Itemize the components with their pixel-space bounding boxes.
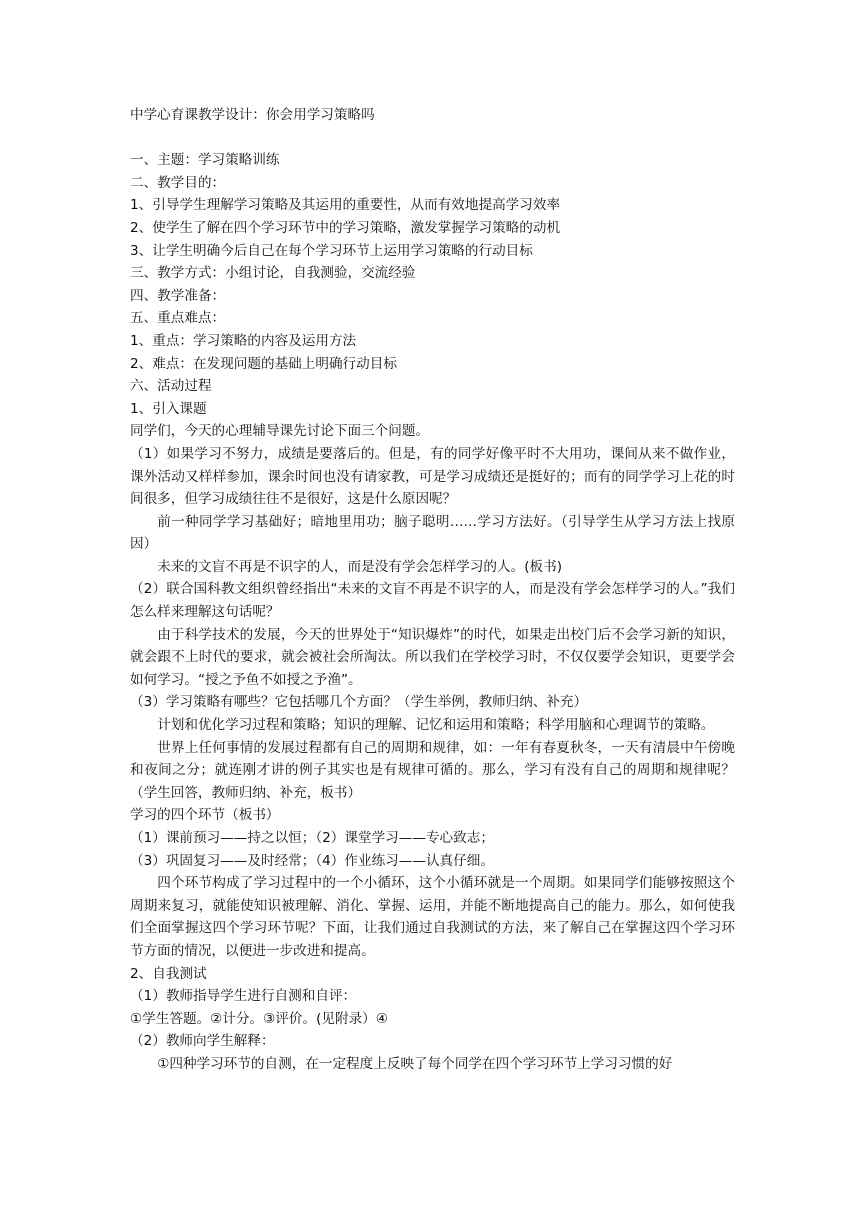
question-2-paragraph: （2）联合国科教文组织曾经指出“未来的文盲不再是不识字的人，而是没有学会怎样学习的人。”我们怎么样来理解这句话呢？ [130,581,735,621]
document-page [130,104,735,1076]
four-stages-line-1: （1）课前预习——持之以恒；（2）课堂学习——专心致志； [130,830,494,846]
document-title: 中学心育课教学设计：你会用学习策略吗 [130,107,375,123]
subsection-heading-intro: 1、引入课题 [130,400,207,417]
self-test-step-1: （1）教师指导学生进行自测和自评： [130,988,357,1005]
self-test-substeps: ①学生答题。②计分。③评价。(见附录）④ [130,1010,388,1027]
goal-item-1: 1、引导学生理解学习策略及其运用的重要性，从而有效地提高学习效率 [130,197,561,214]
goal-item-2: 2、使学生了解在四个学习环节中的学习策略，激发掌握学习策略的动机 [130,219,561,236]
four-stages-line-2: （3）巩固复习——及时经常；（4）作业练习——认真仔细。 [130,852,494,869]
cycle-paragraph: 世界上任何事情的发展过程都有自己的周期和规律，如：一年有春夏秋冬，一天有清晨中午傍晚和夜间之分；就连刚才讲的例子其实也是有规律可循的。那么，学习有没有自己的周期和规律呢？（学生回答，教师归纳、补充，板书） [130,739,735,801]
blank-line [130,127,735,150]
blackboard-note-1: 未来的文盲不再是不识字的人，而是没有学会怎样学习的人。(板书) [157,558,563,575]
key-point-1: 1、重点：学习策略的内容及运用方法 [130,332,357,349]
four-stages-heading: 学习的四个环节（板书） [130,807,280,824]
four-stages-explanation: 四个环节构成了学习过程中的一个小循环，这个小循环就是一个周期。如果同学们能够按照这个周期来复习，就能使知识被理解、消化、掌握、运用，并能不断地提高自己的能力。那么，如何使我们全面掌握这四个学习环节呢？下面，让我们通过自我测试的方法，来了解自己在掌握这四个学习环节方面的情况，以便进一步改进和提高。 [130,875,735,959]
answer-1-paragraph: 前一种同学学习基础好；暗地里用功；脑子聪明……学习方法好。（引导学生从学习方法上找原因） [130,513,735,553]
answer-3-paragraph: 计划和优化学习过程和策略；知识的理解、记忆和运用和策略；科学用脑和心理调节的策略。 [157,717,715,734]
intro-sentence: 同学们，今天的心理辅导课先讨论下面三个问题。 [130,423,430,440]
question-1-paragraph: （1）如果学习不努力，成绩是要落后的。但是，有的同学好像平时不大用功，课间从来不做作业，课外活动又样样参加，课余时间也没有请家教，可是学习成绩还是挺好的；而有的同学学习上花的时间很多，但学习成绩往往不是很好，这是什么原因呢？ [130,445,735,508]
subsection-heading-self-test: 2、自我测试 [130,965,207,982]
goal-item-3: 3、让学生明确今后自己在每个学习环节上运用学习策略的行动目标 [130,242,533,259]
question-3-paragraph: （3）学习策略有哪些？它包括哪几个方面？（学生举例，教师归纳、补充） [130,694,588,711]
section-heading-key-points: 五、重点难点： [130,310,226,327]
explanation-item-1: ①四种学习环节的自测，在一定程度上反映了每个同学在四个学习环节上学习习惯的好 [157,1055,673,1072]
section-heading-process: 六、活动过程 [130,378,212,395]
section-heading-method: 三、教学方式：小组讨论，自我测验，交流经验 [130,265,416,282]
section-heading-goals: 二、教学目的： [130,174,226,191]
key-point-2: 2、难点：在发现问题的基础上明确行动目标 [130,355,397,372]
section-heading-preparation: 四、教学准备： [130,287,226,304]
self-test-step-2: （2）教师向学生解释： [130,1033,275,1050]
answer-2-paragraph: 由于科学技术的发展，今天的世界处于“知识爆炸”的时代，如果走出校门后不会学习新的知识，就会跟不上时代的要求，就会被社会所淘汰。所以我们在学校学习时，不仅仅要学会知识，更要学会如何学习。“授之予鱼不如授之予渔”。 [130,626,735,688]
section-heading-topic: 一、主题：学习策略训练 [130,152,280,169]
